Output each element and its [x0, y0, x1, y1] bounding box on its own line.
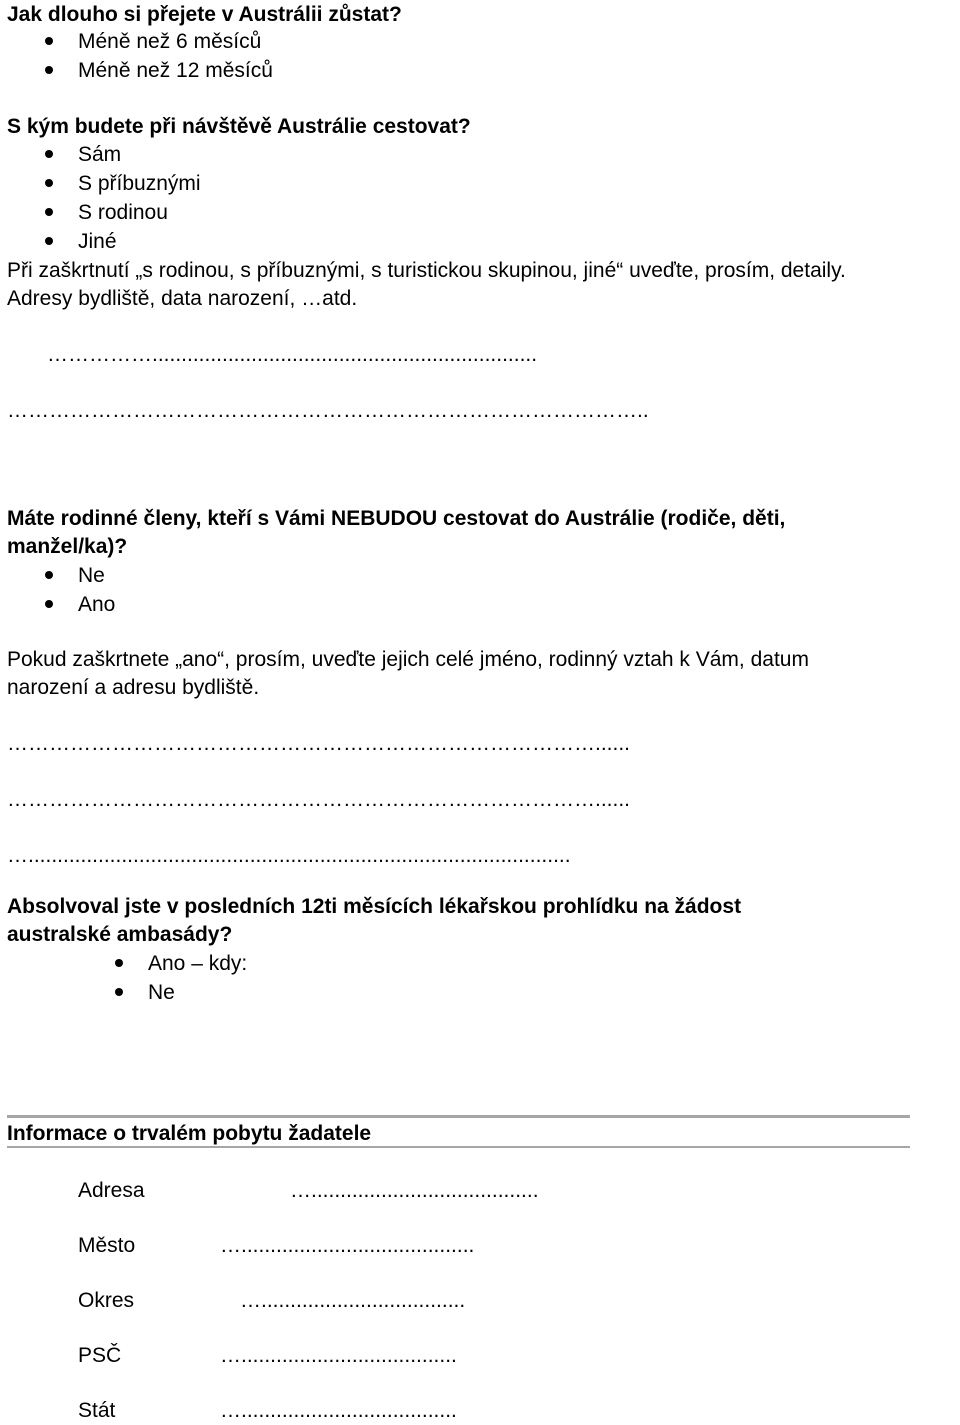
travel-with-note-line-2: Adresy bydliště, data narození, …atd.: [7, 287, 358, 310]
question-stay-duration: Jak dlouho si přejete v Austrálii zůstat?: [7, 3, 402, 26]
bullet-icon: [45, 600, 53, 608]
bullet-icon: [115, 988, 123, 996]
bullet-icon: [45, 37, 53, 45]
bullet-icon: [45, 179, 53, 187]
field-city-fill[interactable]: …........................................: [220, 1234, 475, 1257]
family-details-fill-line-3[interactable]: ….............................................................................................: [7, 844, 571, 867]
bullet-icon: [45, 150, 53, 158]
question-family-members-line-2: manžel/ka)?: [7, 535, 128, 558]
bullet-icon: [45, 237, 53, 245]
field-address-fill[interactable]: ….......................................: [290, 1179, 539, 1202]
bullet-icon: [45, 208, 53, 216]
section-divider: [7, 1115, 910, 1118]
question-medical-line-1: Absolvoval jste v posledních 12ti měsících lékařskou prohlídku na žádost: [7, 895, 742, 918]
family-details-fill-line-2[interactable]: …………………………………………………………………………......: [7, 788, 631, 811]
bullet-icon: [45, 571, 53, 579]
family-note-line-1: Pokud zaškrtnete „ano“, prosím, uveďte jejich celé jméno, rodinný vztah k Vám, datum: [7, 648, 809, 671]
bullet-icon: [45, 66, 53, 74]
field-label-district: Okres: [78, 1289, 135, 1312]
bullet-icon: [115, 959, 123, 967]
question-medical-line-2: australské ambasády?: [7, 923, 233, 946]
field-zip-fill[interactable]: ….....................................: [220, 1344, 457, 1367]
question-travel-with: S kým budete při návštěvě Austrálie cestovat?: [7, 115, 471, 138]
section-underline: [7, 1146, 910, 1148]
field-label-city: Město: [78, 1234, 136, 1257]
field-district-fill[interactable]: …...................................: [240, 1289, 466, 1312]
field-label-zip: PSČ: [78, 1344, 122, 1367]
family-note-line-2: narození a adresu bydliště.: [7, 676, 260, 699]
field-label-country: Stát: [78, 1399, 116, 1422]
family-details-fill-line-1[interactable]: …………………………………………………………………………......: [7, 732, 631, 755]
field-label-address: Adresa: [78, 1179, 145, 1202]
section-heading-residence: Informace o trvalém pobytu žadatele: [7, 1122, 372, 1145]
travel-details-fill-line-2[interactable]: ………………………………………………………………………………..: [7, 399, 649, 422]
question-family-members-line-1: Máte rodinné členy, kteří s Vámi NEBUDOU cestovat do Austrálie (rodiče, děti,: [7, 507, 786, 530]
travel-details-fill-line-1[interactable]: ……………..................................................................: [47, 343, 538, 366]
travel-with-note-line-1: Při zaškrtnutí „s rodinou, s příbuznými, s turistickou skupinou, jiné“ uveďte, prosím, detaily.: [7, 259, 846, 282]
field-country-fill[interactable]: ….....................................: [220, 1399, 457, 1422]
